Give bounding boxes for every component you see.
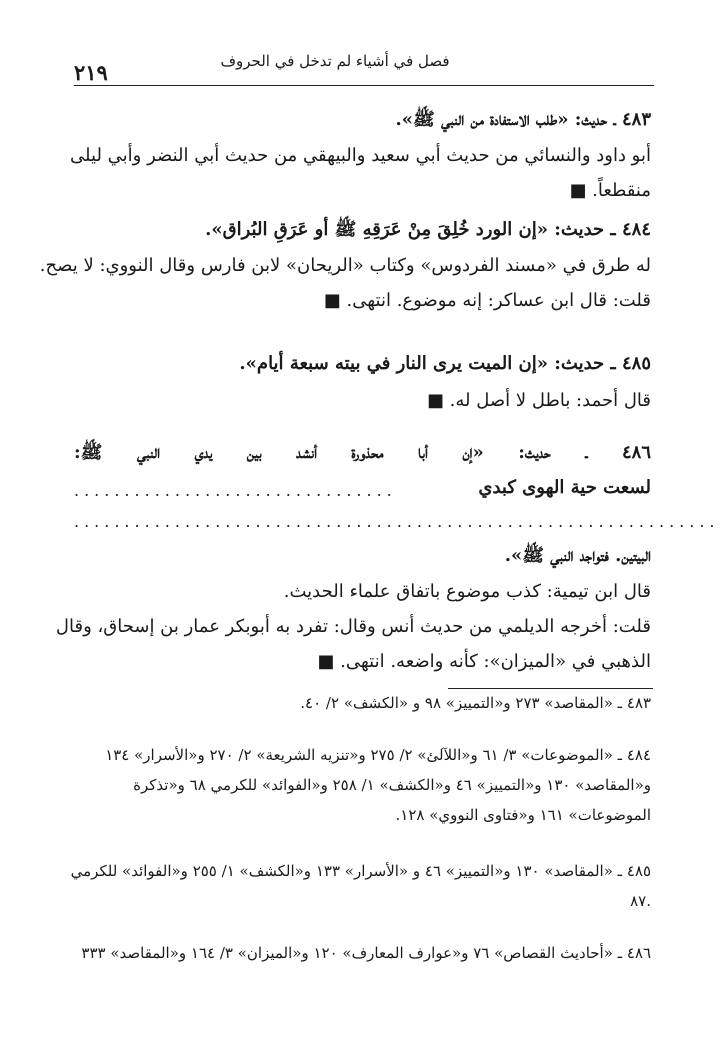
entry-484-heading: ٤٨٤ ـ حديث: «إن الورد خُلِقَ مِنْ عَرَقِهِ ﷺ أو عَرَقِ البُراق». [205,219,651,240]
entry-484-text: له طرق في «مسند الفردوس» وكتاب «الريحان» لابن فارس وقال النووي: لا يصح. [39,255,651,276]
entry-486-text: قلت: أخرجه الديلمي من حديث أنس وقال: تفرد به أبوبكر عمار بن إسحاق، وقال [55,616,651,637]
entry-486-text: الذهبي في «الميزان»: كأنه واضعه. انتهى. ■ [317,651,651,672]
entry-483-text: أبو داود والنسائي من حديث أبي سعيد والبيهقي من حديث أبي النضر وأبي ليلى [70,145,651,166]
footnote-486: ٤٨٦ ـ «أحاديث القصاص» ٧٦ و«عوارف المعارف» ١٢٠ و«الميزان» ٣/ ١٦٤ و«المقاصد» ٣٣٣ [81,944,651,962]
footnote-484: ٤٨٤ ـ «الموضوعات» ٣/ ٦١ و«اللآلئ» ٢/ ٢٧٥ و«تنزيه الشريعة» ٢/ ٢٧٠ و«الأسرار» ١٣٤ [105,746,651,764]
footnote-485: ٨٧. [630,892,651,910]
entry-486-heading: ٤٨٦ ـ حديث: «إن أبا محذورة أنشد بين يدي النبي ﷺ: [74,442,651,463]
entry-483-text: منقطعاً. ■ [569,180,651,201]
entry-485-heading: ٤٨٥ ـ حديث: «إن الميت يرى النار في بيته سبعة أيام». [239,353,651,374]
footnote-rule [448,688,653,689]
verse-ellipsis: ................................................................ [74,512,720,531]
verse-ellipsis: ................................ [74,481,397,500]
footnote-484: و«المقاصد» ١٣٠ و«التمييز» ٤٦ و«الكشف» ١/ ٢٥٨ و«الفوائد» للكرمي ٦٨ و«تذكرة [133,776,651,794]
footnote-485: ٤٨٥ ـ «المقاصد» ١٣٠ و«التمييز» ٤٦ و «الأسرار» ١٣٣ و«الكشف» ١/ ٢٥٥ و«الفوائد» للكرمي [70,862,651,880]
footnote-483: ٤٨٣ ـ «المقاصد» ٢٧٣ و«التمييز» ٩٨ و «الكشف» ٢/ ٤٠. [300,694,651,712]
entry-486-verse: لسعت حية الهوى كبدي [478,477,651,498]
chapter-title: فصل في أشياء لم تدخل في الحروف [220,52,450,70]
entry-484-text: قلت: قال ابن عساكر: إنه موضوع. انتهى. ■ [323,290,651,311]
header-rule [74,85,654,86]
entry-485-text: قال أحمد: باطل لا أصل له. ■ [426,390,651,411]
page-number: ٢١٩ [74,60,108,85]
entry-486-text: البيتين. فتواجد النبي ﷺ». [504,545,651,566]
footnote-484: الموضوعات» ١٦١ و«فتاوى النووي» ١٢٨. [395,806,651,824]
entry-483-heading: ٤٨٣ ـ حديث: «طلب الاستفادة من النبي ﷺ». [395,109,651,130]
entry-486-text: قال ابن تيمية: كذب موضوع باتفاق علماء الحديث. [283,581,651,602]
